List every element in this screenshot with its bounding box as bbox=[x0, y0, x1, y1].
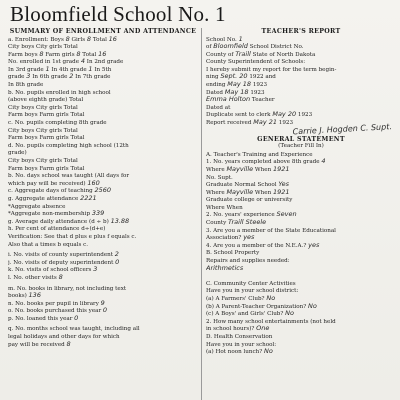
summary-line bbox=[8, 149, 198, 157]
field-value: 4 bbox=[321, 158, 326, 166]
school-title: Bloomfield School No. 1 bbox=[10, 2, 226, 26]
field-label: City girls bbox=[36, 127, 62, 134]
field-value: 3 bbox=[93, 266, 98, 274]
field-label: I hereby submit my report for the term begin- bbox=[206, 66, 337, 73]
field-label: 1922 and bbox=[249, 74, 276, 81]
form-line bbox=[206, 89, 396, 97]
field-label: In 2nd grade bbox=[86, 59, 124, 66]
field-value: No bbox=[308, 302, 317, 310]
form-line bbox=[206, 234, 396, 242]
field-value: 136 bbox=[28, 292, 41, 300]
field-value: 1921 bbox=[272, 188, 290, 196]
form-line bbox=[206, 341, 396, 349]
field-label: Graduate college or university bbox=[206, 197, 293, 204]
field-value: 1921 bbox=[272, 165, 290, 173]
field-value: Arithmetics bbox=[206, 264, 244, 272]
form-line bbox=[206, 51, 396, 59]
form-line bbox=[206, 287, 396, 295]
field-label: Have you in your school district: bbox=[206, 288, 299, 295]
field-label: g. Aggregate attendance bbox=[8, 195, 79, 202]
field-label: Total bbox=[63, 158, 78, 164]
field-label: Farm girls bbox=[39, 165, 69, 172]
form-line bbox=[206, 249, 396, 257]
field-label: Farm girls bbox=[45, 51, 75, 58]
field-label: When bbox=[254, 166, 272, 173]
summary-line bbox=[8, 73, 198, 81]
field-label: *Aggregate absence bbox=[8, 203, 66, 210]
field-label: 3. Are you a member of the State Educational bbox=[206, 227, 336, 234]
field-label: Graduate Normal School bbox=[206, 182, 277, 189]
field-value: No bbox=[266, 295, 276, 302]
field-value: May 20 bbox=[272, 111, 297, 119]
form-line bbox=[8, 292, 198, 300]
field-label: q. No. months school was taught, including all bbox=[8, 326, 140, 333]
field-label: School District No. bbox=[249, 44, 304, 51]
form-line bbox=[206, 325, 396, 333]
form-line bbox=[206, 158, 396, 166]
summary-line bbox=[8, 127, 198, 135]
field-value: Traill Steele bbox=[228, 219, 267, 227]
field-label: 1923 bbox=[252, 82, 268, 89]
field-label: In 5th bbox=[94, 66, 112, 73]
field-label: A. Teacher's Training and Experience bbox=[206, 151, 313, 158]
field-label: Also that a times b equals c. bbox=[8, 241, 89, 248]
field-label: h. Per cent of attendance d÷(d+e) bbox=[8, 226, 106, 233]
form-line bbox=[8, 259, 198, 267]
field-label: a. Enrollment: Boys bbox=[8, 36, 64, 43]
field-label: No. enrolled in 1st grade bbox=[8, 59, 80, 66]
field-label: C. Community Center Activities bbox=[206, 280, 296, 287]
summary-line bbox=[8, 157, 198, 165]
form-line bbox=[206, 196, 396, 204]
field-label: Farm boys bbox=[8, 135, 38, 142]
summary-line bbox=[8, 142, 198, 150]
form-line bbox=[206, 189, 396, 197]
field-value: Emma Holton bbox=[206, 96, 251, 104]
field-label: Total bbox=[82, 51, 97, 58]
field-value: 8 bbox=[65, 35, 70, 43]
summary-line bbox=[8, 165, 198, 173]
summary-line bbox=[8, 66, 198, 74]
field-label: City boys bbox=[8, 127, 35, 134]
report-lines bbox=[206, 36, 396, 127]
field-label: In 3rd grade bbox=[8, 66, 44, 73]
column-divider bbox=[201, 28, 202, 400]
field-label: B. School Property bbox=[206, 250, 260, 257]
superintendent-signature: Carrie J. Hogden C. Supt. bbox=[292, 121, 393, 136]
field-label: County of bbox=[206, 51, 234, 58]
field-value: 1 bbox=[45, 65, 50, 73]
field-label: d. No. pupils completing high school (12th bbox=[8, 142, 129, 149]
form-line bbox=[206, 318, 396, 326]
form-line bbox=[206, 211, 396, 219]
form-line bbox=[8, 251, 198, 259]
field-label: Total bbox=[63, 127, 78, 134]
field-value: Bloomfield bbox=[213, 43, 248, 51]
field-value: 16 bbox=[98, 50, 107, 58]
summary-line bbox=[8, 58, 198, 66]
field-label: Repairs and supplies needed: bbox=[206, 258, 290, 265]
summary-line bbox=[8, 36, 198, 44]
field-label: Where bbox=[206, 204, 225, 211]
form-line bbox=[206, 280, 396, 288]
field-label: City girls bbox=[36, 104, 62, 111]
form-line bbox=[206, 303, 396, 311]
summary-line bbox=[8, 104, 198, 112]
form-line bbox=[206, 43, 396, 51]
form-line bbox=[8, 315, 198, 323]
field-value: 0 bbox=[74, 314, 79, 322]
form-line bbox=[8, 341, 198, 349]
field-label: Total bbox=[70, 112, 85, 119]
field-label: Teacher bbox=[251, 97, 275, 104]
field-label: Total bbox=[63, 44, 78, 51]
form-line bbox=[206, 242, 396, 250]
form-line bbox=[206, 227, 396, 235]
field-value: Traill bbox=[235, 50, 251, 58]
field-label: (c) A Boys' and Girls' Club? bbox=[206, 311, 284, 318]
field-label: (b) A Parent-Teacher Organization? bbox=[206, 303, 307, 310]
summary-line bbox=[8, 96, 198, 104]
field-label: p. No. loaned this year bbox=[8, 315, 73, 322]
field-label: (above eighth grade) bbox=[8, 97, 68, 104]
field-value: No bbox=[285, 310, 294, 318]
visit-lines bbox=[8, 251, 198, 281]
form-line bbox=[8, 333, 198, 341]
field-label: o. No. books purchased this year bbox=[8, 308, 102, 315]
summary-line bbox=[8, 111, 198, 119]
form-line bbox=[206, 204, 396, 212]
field-label: Total bbox=[70, 165, 85, 172]
form-line bbox=[206, 111, 396, 119]
field-label: In 7th grade bbox=[75, 74, 111, 81]
field-value: 160 bbox=[87, 179, 100, 187]
field-label: which pay will be received) bbox=[8, 180, 86, 187]
field-value: Mayville bbox=[226, 188, 254, 196]
field-value: 2560 bbox=[94, 187, 111, 195]
field-value: 3 bbox=[26, 73, 31, 81]
field-label: Farm boys bbox=[8, 51, 38, 58]
field-label: When bbox=[254, 189, 272, 196]
form-line bbox=[8, 300, 198, 308]
field-label: 1. No. years completed above 8th grade bbox=[206, 159, 320, 166]
field-label: County Superintendent of Schools: bbox=[206, 59, 306, 66]
field-value: 2221 bbox=[80, 194, 97, 202]
field-label: Where bbox=[206, 166, 225, 173]
field-label: c. No. pupils completing 8th grade bbox=[8, 120, 107, 127]
field-label: City girls bbox=[36, 158, 62, 164]
summary-line bbox=[8, 172, 198, 180]
field-label: 2. No. years' experience bbox=[206, 212, 275, 219]
form-line bbox=[206, 104, 396, 112]
general-heading: GENERAL STATEMENT bbox=[257, 135, 345, 143]
report-column bbox=[206, 28, 396, 356]
field-label: Dated bbox=[206, 89, 223, 96]
summary-line bbox=[8, 210, 198, 218]
field-label: State of North Dakota bbox=[252, 51, 316, 58]
field-label: No. Supt. bbox=[206, 174, 233, 181]
form-line bbox=[206, 333, 396, 341]
field-label: l. No. other visits bbox=[8, 274, 57, 281]
field-label: Dated at bbox=[206, 104, 231, 111]
form-line bbox=[206, 58, 396, 66]
form-line bbox=[206, 272, 396, 280]
field-label: Total bbox=[70, 135, 85, 142]
summary-line bbox=[8, 195, 198, 203]
field-value: 8 bbox=[76, 50, 81, 58]
field-value: 8 bbox=[86, 35, 92, 43]
field-label: b. No. pupils enrolled in high school bbox=[8, 89, 111, 96]
form-line bbox=[206, 348, 396, 356]
field-label: i. No. visits of county superintendent bbox=[8, 252, 114, 259]
field-label: b. No. days school was taught (All days for bbox=[8, 173, 130, 180]
form-line bbox=[206, 73, 396, 81]
field-value: 1 bbox=[88, 65, 93, 73]
field-label: grade) bbox=[8, 150, 27, 157]
field-label: Farm boys bbox=[8, 112, 38, 119]
field-label: ending bbox=[206, 82, 226, 89]
form-line bbox=[206, 295, 396, 303]
field-label: Farm boys bbox=[8, 165, 38, 172]
field-label: c. Aggregate days of teaching bbox=[8, 188, 93, 195]
field-value: Mayville bbox=[226, 165, 254, 173]
field-value: yes bbox=[243, 234, 255, 242]
field-value: 0 bbox=[115, 258, 120, 266]
summary-line bbox=[8, 134, 198, 142]
form-line bbox=[206, 166, 396, 174]
field-label: *Aggregate non-membership bbox=[8, 211, 91, 218]
summary-line bbox=[8, 241, 198, 249]
field-label: City boys bbox=[8, 44, 35, 51]
summary-line bbox=[8, 81, 198, 89]
summary-line bbox=[8, 203, 198, 211]
field-label: Total bbox=[69, 97, 84, 104]
summary-heading: SUMMARY OF ENROLLMENT AND ATTENDANCE bbox=[9, 28, 197, 35]
field-value: Yes bbox=[278, 181, 290, 189]
field-value: Seven bbox=[276, 211, 297, 219]
report-heading: TEACHER'S REPORT bbox=[261, 28, 341, 35]
field-value: yes bbox=[308, 241, 320, 249]
field-label: School No. bbox=[206, 36, 237, 43]
field-value: 339 bbox=[91, 210, 105, 218]
field-label: 2. How many school entertainments (not held bbox=[206, 318, 336, 325]
form-line bbox=[206, 81, 396, 89]
field-label: of bbox=[206, 44, 212, 51]
summary-column bbox=[8, 28, 198, 348]
field-label: k. No. visits of school officers bbox=[8, 267, 92, 274]
field-label: Farm girls bbox=[39, 135, 69, 142]
field-label: Farm girls bbox=[39, 112, 69, 119]
field-label: legal holidays and other days for which bbox=[8, 334, 120, 341]
field-value: May 18 bbox=[224, 88, 249, 96]
field-label: j. No. visits of deputy superintendent bbox=[8, 259, 114, 266]
field-label: Verification: See that d plus e plus f equals c. bbox=[8, 233, 137, 240]
field-label: n. No. books per pupil in library bbox=[8, 300, 99, 307]
field-label: Where bbox=[206, 189, 225, 196]
field-label: pay will be received bbox=[8, 341, 65, 348]
field-label: Association? bbox=[206, 235, 242, 242]
summary-lines bbox=[8, 36, 198, 249]
field-label: g. Average daily attendance (d ÷ b) bbox=[8, 218, 109, 225]
field-value: May 21 bbox=[253, 119, 278, 127]
field-label: m. No. books in library, not including text bbox=[8, 285, 127, 292]
field-value: 1 bbox=[238, 35, 243, 43]
field-value: May 18 bbox=[227, 81, 252, 89]
form-line bbox=[206, 36, 396, 44]
summary-line bbox=[8, 119, 198, 127]
form-line bbox=[206, 181, 396, 189]
field-label: 1923 bbox=[297, 112, 313, 119]
field-label: grade bbox=[8, 74, 25, 81]
field-label: City boys bbox=[8, 158, 35, 164]
field-value: 9 bbox=[100, 299, 105, 307]
general-lines bbox=[206, 151, 396, 356]
form-line bbox=[206, 257, 396, 265]
field-label: 1923 bbox=[250, 89, 265, 96]
summary-line bbox=[8, 180, 198, 188]
field-value: 16 bbox=[108, 35, 117, 43]
field-value: 8 bbox=[58, 273, 63, 281]
summary-line bbox=[8, 89, 198, 97]
field-value: One bbox=[256, 325, 270, 333]
field-label: Duplicate sent to clerk bbox=[206, 112, 271, 119]
field-label: In 4th grade bbox=[51, 66, 87, 73]
field-value: No bbox=[263, 348, 273, 356]
month-lines bbox=[8, 325, 198, 348]
field-label: Total bbox=[63, 104, 78, 111]
form-line bbox=[8, 325, 198, 333]
form-line bbox=[206, 66, 396, 74]
form-line bbox=[206, 310, 396, 318]
field-value: 8 bbox=[39, 50, 44, 58]
field-label: in school hours)? bbox=[206, 326, 255, 333]
field-label: Total bbox=[92, 36, 107, 43]
field-label: (a) Hot noon lunch? bbox=[206, 349, 263, 356]
form-line bbox=[206, 174, 396, 182]
field-value: 4 bbox=[80, 58, 85, 66]
book-lines bbox=[8, 285, 198, 323]
form-line bbox=[206, 151, 396, 159]
form-line bbox=[206, 96, 396, 104]
form-line bbox=[206, 265, 396, 273]
field-label: 4. Are you a member of the N.E.A.? bbox=[206, 242, 307, 249]
summary-line bbox=[8, 225, 198, 233]
field-label: Have you in your school: bbox=[206, 341, 277, 348]
field-value: 0 bbox=[102, 307, 108, 315]
field-value: 13.88 bbox=[110, 217, 130, 225]
field-value: 2 bbox=[69, 73, 74, 81]
field-label: City boys bbox=[8, 104, 35, 111]
field-label: In 6th grade bbox=[32, 74, 68, 81]
field-label: County bbox=[206, 220, 227, 227]
form-line bbox=[8, 266, 198, 274]
field-label: ning bbox=[206, 74, 219, 81]
field-label: 1923 bbox=[278, 120, 294, 127]
general-subheading: (Teacher Fill In) bbox=[278, 143, 324, 150]
summary-line bbox=[8, 233, 198, 241]
summary-line bbox=[8, 218, 198, 226]
form-line bbox=[8, 285, 198, 293]
field-value: Sept. 20 bbox=[220, 73, 248, 81]
field-label: (a) A Farmers' Club? bbox=[206, 296, 265, 302]
field-label: books) bbox=[8, 293, 27, 300]
summary-line bbox=[8, 187, 198, 195]
field-value: 8 bbox=[66, 340, 71, 348]
summary-line bbox=[8, 51, 198, 59]
field-label: City girls bbox=[36, 44, 62, 51]
summary-line bbox=[8, 43, 198, 51]
field-label: Girls bbox=[71, 36, 86, 43]
field-label: When bbox=[226, 204, 243, 211]
field-value: 2 bbox=[114, 251, 119, 259]
form-line bbox=[206, 219, 396, 227]
form-line bbox=[8, 307, 198, 315]
form-line bbox=[8, 274, 198, 282]
field-label: In 8th grade bbox=[8, 82, 44, 89]
field-label: Report received bbox=[206, 120, 252, 127]
field-label: D. Health Conservation bbox=[206, 333, 273, 340]
